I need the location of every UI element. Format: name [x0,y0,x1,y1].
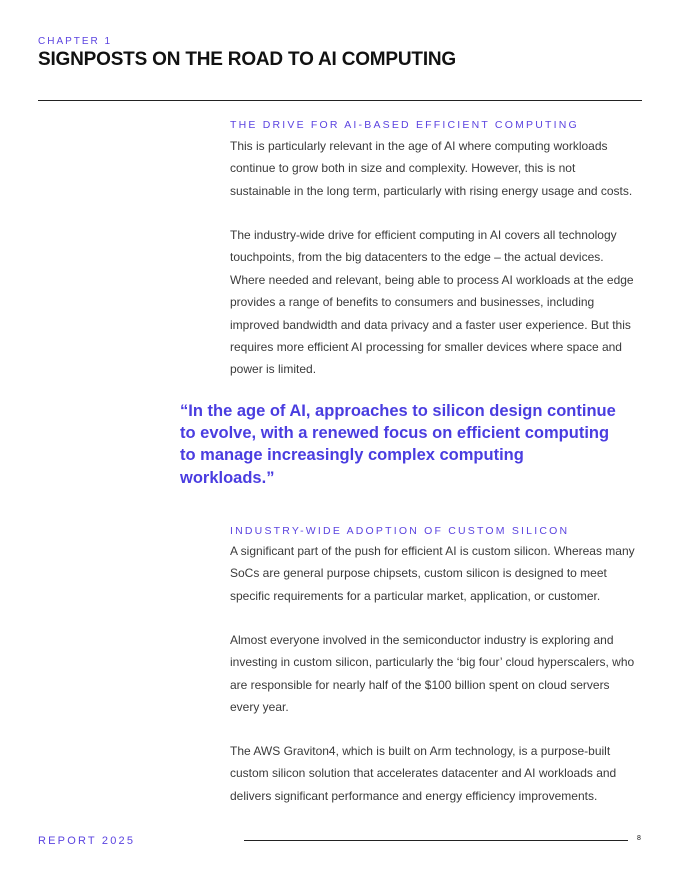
page-title: SIGNPOSTS ON THE ROAD TO AI COMPUTING [38,49,457,70]
paragraph: The industry-wide drive for efficient computing in AI covers all technology touchpoints, from the big datacenters to the edge – the actual devices. Where needed and relevant, being able to process AI workloads at the edge provides a range of benefits to consumers and businesses, including improved bandwidth and data privacy and a faster user experience. But this requires more efficient AI processing for smaller devices where space and power is limited. [230,228,634,377]
section-heading-efficient-computing: THE DRIVE FOR AI-BASED EFFICIENT COMPUTING [230,119,579,131]
section-heading-custom-silicon: INDUSTRY-WIDE ADOPTION OF CUSTOM SILICON [230,525,570,537]
chapter-label: CHAPTER 1 [38,36,113,47]
header-divider [38,100,642,101]
page-number: 8 [637,835,641,842]
footer-divider [244,840,628,841]
pull-quote: “In the age of AI, approaches to silicon design continue to evolve, with a renewed focus on efficient computing to manage increasingly complex computing workloads.” [180,402,616,487]
report-label: REPORT 2025 [38,835,136,847]
paragraph: The AWS Graviton4, which is built on Arm technology, is a purpose-built custom silicon solution that accelerates datacenter and AI workloads and delivers significant performance and energy efficiency improvements. [230,744,617,803]
paragraph: A significant part of the push for efficient AI is custom silicon. Whereas many SoCs are general purpose chipsets, custom silicon is designed to meet specific requirements for a particular market, application, or customer. [230,544,635,603]
paragraph: This is particularly relevant in the age of AI where computing workloads continue to grow both in size and complexity. However, this is not sustainable in the long term, particularly with rising energy usage and costs. [230,139,633,198]
paragraph: Almost everyone involved in the semiconductor industry is exploring and investing in custom silicon, particularly the ‘big four’ cloud hyperscalers, who are responsible for nearly half of the $100 billion spent on cloud servers every year. [230,633,635,715]
